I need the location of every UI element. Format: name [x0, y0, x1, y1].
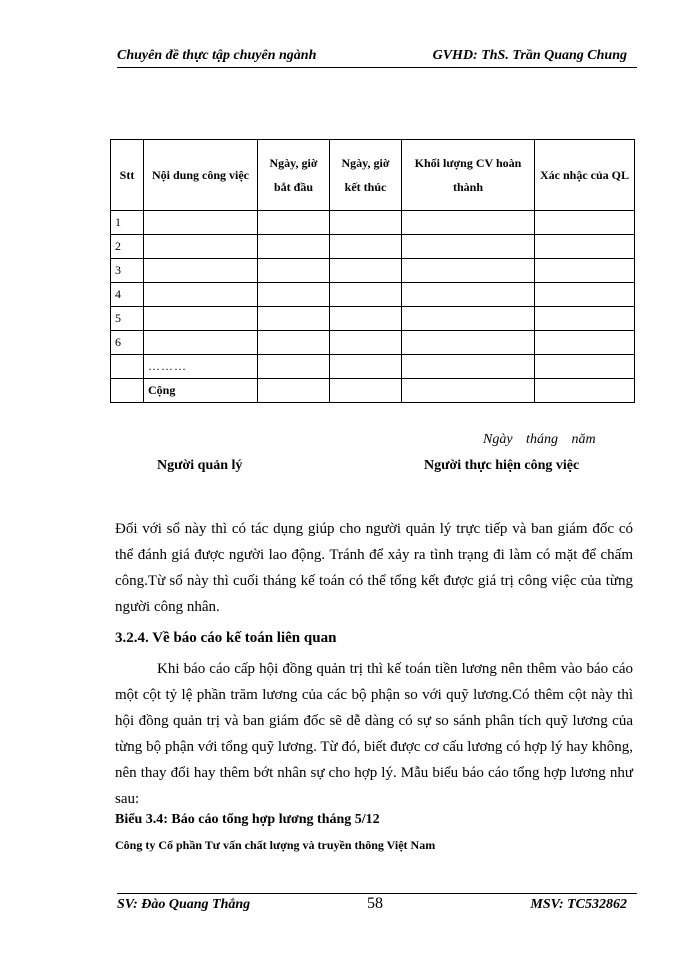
table-row [111, 283, 635, 307]
work-log-table [110, 139, 635, 403]
row-number: 2 [111, 235, 144, 259]
table-header-row [111, 140, 635, 211]
ellipsis-text: ……… [144, 355, 258, 379]
table-row [111, 211, 635, 235]
signature-worker: Người thực hiện công việc [424, 458, 580, 473]
paragraph-log-purpose: Đối với sổ này thì có tác dụng giúp cho người quản lý trực tiếp và ban giám đốc có thể đánh giá được người lao động. Tránh để xảy ra tình trạng đi làm có mặt để chấm công.Từ sổ này thì cuối tháng kế toán có thể tổng kết được giá trị công việc của từng người công nhân. [115, 521, 633, 615]
footer-student: SV: Đào Quang Thắng [117, 897, 251, 912]
row-number: 6 [111, 331, 144, 355]
company-name: Công ty Cổ phần Tư vấn chất lượng và truyền thông Việt Nam [115, 838, 436, 852]
header-supervisor: GVHD: ThS. Trần Quang Chung [432, 48, 627, 63]
page-number: 58 [367, 895, 383, 912]
page-footer [117, 893, 637, 918]
page-header [117, 47, 637, 68]
row-number: 5 [111, 307, 144, 331]
col-header-start: Ngày, giờ bắt đầu [258, 140, 330, 211]
section-heading-3-2-4: 3.2.4. Về báo cáo kế toán liên quan [115, 630, 337, 646]
header-course-title: Chuyên đề thực tập chuyên ngành [117, 48, 317, 63]
col-header-stt: Stt [111, 140, 144, 211]
table-row [111, 331, 635, 355]
footer-student-id: MSV: TC532862 [530, 897, 627, 912]
row-number: 1 [111, 211, 144, 235]
table-total-row [111, 379, 635, 403]
total-label: Cộng [144, 379, 258, 403]
table-row [111, 259, 635, 283]
figure-caption: Biểu 3.4: Báo cáo tổng hợp lương tháng 5/12 [115, 812, 380, 827]
paragraph-report-suggestion: Khi báo cáo cấp hội đồng quản trị thì kế toán tiền lương nên thêm vào báo cáo một cột tỷ lệ phần trăm lương của các bộ phận so với quỹ lương.Có thêm cột này thì hội đồng quản trị và ban giám đốc sẽ dễ dàng có sự so sánh phân tích quỹ lương của từng bộ phận với tổng quỹ lương. Từ đó, biết được cơ cấu lương có hợp lý hay không, nên thay đổi hay thêm bớt nhân sự cho hợp lý. Mẫu biểu báo cáo tổng hợp lương như sau: [115, 661, 633, 807]
col-header-volume: Khối lượng CV hoàn thành [402, 140, 535, 211]
signature-date-line: Ngày tháng năm [483, 432, 596, 447]
col-header-confirm: Xác nhậc của QL [535, 140, 635, 211]
table-row-ellipsis [111, 355, 635, 379]
row-number: 4 [111, 283, 144, 307]
signature-manager: Người quản lý [157, 458, 243, 473]
table-row [111, 307, 635, 331]
row-number: 3 [111, 259, 144, 283]
col-header-end: Ngày, giờ kết thúc [330, 140, 402, 211]
col-header-content: Nội dung công việc [144, 140, 258, 211]
table-row [111, 235, 635, 259]
